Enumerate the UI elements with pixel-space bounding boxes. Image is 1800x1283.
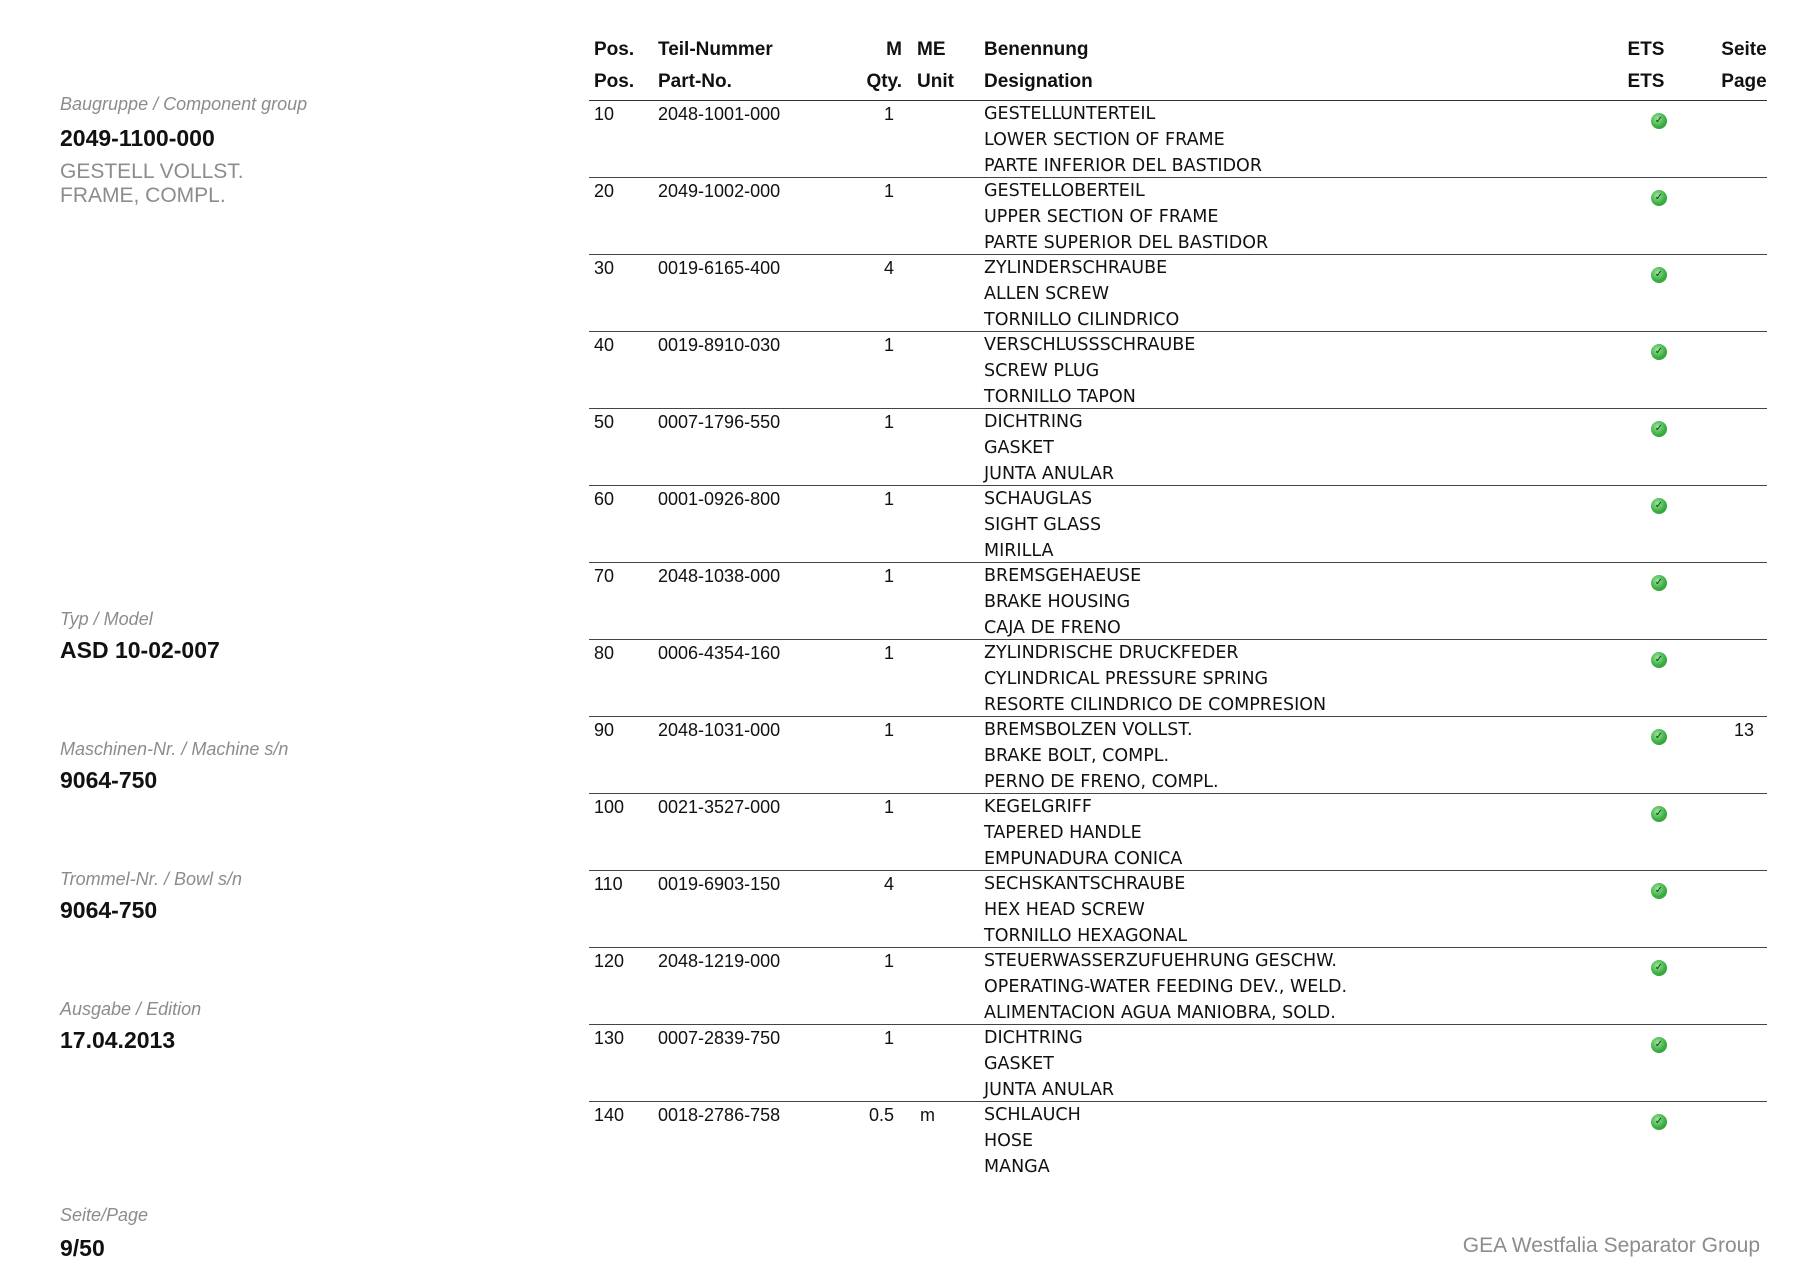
part-number-cell: 2049-1002-000 [658,181,781,201]
part-number-cell: 2048-1001-000 [658,104,781,124]
check-icon: ✓ [1651,1037,1667,1053]
qty-cell: 1 [883,104,894,124]
designation-en: BRAKE HOUSING [984,592,1131,612]
designation-es: PARTE INFERIOR DEL BASTIDOR [984,156,1262,176]
table-row [589,563,1767,640]
designation-es: EMPUNADURA CONICA [984,849,1183,869]
check-icon: ✓ [1651,652,1667,668]
designation-cell [984,1027,1114,1105]
part-number-cell: 0018-2786-758 [658,1105,781,1125]
qty-cell: 4 [883,258,894,278]
page-label: Seite/Page [60,1205,149,1225]
designation-de: KEGELGRIFF [984,797,1092,817]
ets-cell [1651,876,1667,899]
ets-cell [1651,799,1667,822]
pos-cell: 90 [594,720,615,740]
check-icon: ✓ [1651,267,1667,283]
designation-es: RESORTE CILINDRICO DE COMPRESION [984,695,1327,715]
header-desc-en: Designation [984,71,1093,92]
qty-cell: 1 [883,951,894,971]
designation-en: GASKET [984,438,1054,458]
part-number-cell: 0019-6165-400 [658,258,781,278]
table-row [589,948,1767,1025]
table-row [589,1025,1767,1102]
model-value: ASD 10-02-007 [60,637,220,663]
page-number: 9/50 [60,1235,105,1261]
designation-cell [984,103,1262,181]
designation-es: TORNILLO HEXAGONAL [984,926,1188,946]
check-icon: ✓ [1651,1114,1667,1130]
designation-cell [984,334,1195,412]
header-page-en: Page [1721,71,1767,92]
qty-cell: 1 [883,181,894,201]
component-group-name-de: GESTELL VOLLST. [60,160,244,183]
designation-es: TORNILLO TAPON [984,387,1136,407]
designation-cell [984,411,1114,489]
ets-cell [1651,568,1667,591]
header-ets-de: ETS [1627,39,1665,60]
designation-en: UPPER SECTION OF FRAME [984,207,1219,227]
designation-de: DICHTRING [984,412,1083,432]
designation-es: CAJA DE FRENO [984,618,1121,638]
check-icon: ✓ [1651,421,1667,437]
unit-cell: m [920,1105,935,1125]
pos-cell: 50 [594,412,615,432]
designation-de: GESTELLOBERTEIL [984,181,1145,201]
ets-cell [1651,1030,1667,1053]
designation-en: BRAKE BOLT, COMPL. [984,746,1170,766]
pos-cell: 70 [594,566,615,586]
designation-cell [984,719,1219,797]
designation-cell [984,642,1326,720]
qty-cell: 1 [883,412,894,432]
ets-cell [1651,491,1667,514]
table-row [589,178,1767,255]
designation-de: ZYLINDRISCHE DRUCKFEDER [984,643,1239,663]
component-group-number: 2049-1100-000 [60,125,215,151]
ets-cell [1651,337,1667,360]
check-icon: ✓ [1651,960,1667,976]
designation-de: ZYLINDERSCHRAUBE [984,258,1168,278]
part-number-cell: 0006-4354-160 [658,643,781,663]
table-row [589,1102,1767,1179]
header-part-de: Teil-Nummer [658,39,773,60]
part-number-cell: 0019-8910-030 [658,335,781,355]
qty-cell: 1 [883,720,894,740]
designation-es: PARTE SUPERIOR DEL BASTIDOR [984,233,1269,253]
pos-cell: 40 [594,335,615,355]
ets-cell [1651,953,1667,976]
designation-de: DICHTRING [984,1028,1083,1048]
ets-cell [1651,722,1667,745]
part-number-cell: 0019-6903-150 [658,874,781,894]
check-icon: ✓ [1651,883,1667,899]
part-number-cell: 2048-1038-000 [658,566,781,586]
designation-en: SIGHT GLASS [984,515,1102,535]
header-me: ME [917,39,946,60]
pos-cell: 140 [594,1105,625,1125]
pos-cell: 60 [594,489,615,509]
part-number-cell: 0021-3527-000 [658,797,781,817]
table-row [589,255,1767,332]
table-header-de [589,34,1767,66]
header-pos-de: Pos. [594,39,635,60]
pos-cell: 100 [594,797,625,817]
bowl-value: 9064-750 [60,897,158,923]
table-row [589,101,1767,178]
designation-en: CYLINDRICAL PRESSURE SPRING [984,669,1269,689]
qty-cell: 1 [883,643,894,663]
designation-cell [984,873,1187,951]
designation-de: SECHSKANTSCHRAUBE [984,874,1186,894]
qty-cell: 0.5 [868,1105,894,1125]
check-icon: ✓ [1651,729,1667,745]
designation-en: SCREW PLUG [984,361,1100,381]
pos-cell: 10 [594,104,615,124]
designation-de: STEUERWASSERZUFUEHRUNG GESCHW. [984,951,1337,971]
component-group-name-en: FRAME, COMPL. [60,184,226,207]
pos-cell: 110 [594,874,623,894]
designation-de: GESTELLUNTERTEIL [984,104,1156,124]
pos-cell: 30 [594,258,615,278]
designation-es: JUNTA ANULAR [984,1080,1115,1100]
header-desc-de: Benennung [984,39,1089,60]
check-icon: ✓ [1651,190,1667,206]
edition-label: Ausgabe / Edition [60,999,202,1019]
pos-cell: 80 [594,643,615,663]
ets-cell [1651,106,1667,129]
machine-value: 9064-750 [60,767,158,793]
qty-cell: 1 [883,797,894,817]
page-ref-cell: 13 [1733,720,1755,740]
qty-cell: 4 [883,874,894,894]
designation-es: TORNILLO CILINDRICO [984,310,1180,330]
machine-label: Maschinen-Nr. / Machine s/n [60,739,289,759]
designation-en: GASKET [984,1054,1054,1074]
designation-de: SCHAUGLAS [984,489,1093,509]
ets-cell [1651,183,1667,206]
pos-cell: 20 [594,181,615,201]
ets-cell [1651,645,1667,668]
designation-es: MIRILLA [984,541,1054,561]
parts-table [589,34,1767,1179]
pos-cell: 130 [594,1028,625,1048]
designation-de: BREMSBOLZEN VOLLST. [984,720,1193,740]
header-qty: Qty. [866,71,902,92]
edition-value: 17.04.2013 [60,1027,176,1053]
ets-cell [1651,1107,1667,1130]
designation-de: SCHLAUCH [984,1105,1081,1125]
table-row [589,640,1767,717]
header-ets-en: ETS [1627,71,1665,92]
designation-cell [984,950,1347,1028]
qty-cell: 1 [883,489,894,509]
table-header-en [589,66,1767,98]
table-body [589,101,1767,1179]
company-name: GEA Westfalia Separator Group [1462,1234,1760,1257]
component-group-label: Baugruppe / Component group [60,94,308,114]
designation-cell [984,565,1141,643]
header-unit: Unit [917,71,954,92]
header-pos-en: Pos. [594,71,635,92]
part-number-cell: 2048-1219-000 [658,951,781,971]
designation-es: MANGA [984,1157,1050,1177]
part-number-cell: 0007-1796-550 [658,412,781,432]
table-row [589,486,1767,563]
check-icon: ✓ [1651,113,1667,129]
bowl-label: Trommel-Nr. / Bowl s/n [60,869,243,889]
qty-cell: 1 [883,335,894,355]
table-row [589,409,1767,486]
designation-de: VERSCHLUSSSCHRAUBE [984,335,1196,355]
designation-en: HOSE [984,1131,1034,1151]
designation-cell [984,796,1182,874]
designation-cell [984,257,1179,335]
designation-cell [984,488,1101,566]
check-icon: ✓ [1651,344,1667,360]
table-row [589,332,1767,409]
designation-de: BREMSGEHAEUSE [984,566,1142,586]
part-number-cell: 2048-1031-000 [658,720,781,740]
designation-en: LOWER SECTION OF FRAME [984,130,1225,150]
designation-en: ALLEN SCREW [984,284,1110,304]
part-number-cell: 0007-2839-750 [658,1028,781,1048]
table-row [589,794,1767,871]
pos-cell: 120 [594,951,625,971]
designation-en: HEX HEAD SCREW [984,900,1145,920]
designation-es: PERNO DE FRENO, COMPL. [984,772,1219,792]
qty-cell: 1 [883,1028,894,1048]
header-m: M [886,39,902,60]
check-icon: ✓ [1651,575,1667,591]
header-page-de: Seite [1721,39,1767,60]
part-number-cell: 0001-0926-800 [658,489,781,509]
designation-en: OPERATING-WATER FEEDING DEV., WELD. [984,977,1348,997]
designation-cell [984,180,1268,258]
designation-es: ALIMENTACION AGUA MANIOBRA, SOLD. [984,1003,1336,1023]
qty-cell: 1 [883,566,894,586]
header-part-en: Part-No. [658,71,732,92]
ets-cell [1651,260,1667,283]
check-icon: ✓ [1651,498,1667,514]
ets-cell [1651,414,1667,437]
designation-cell [984,1104,1081,1182]
model-label: Typ / Model [60,609,153,629]
table-row [589,871,1767,948]
designation-es: JUNTA ANULAR [984,464,1115,484]
table-row [589,717,1767,794]
check-icon: ✓ [1651,806,1667,822]
designation-en: TAPERED HANDLE [984,823,1142,843]
